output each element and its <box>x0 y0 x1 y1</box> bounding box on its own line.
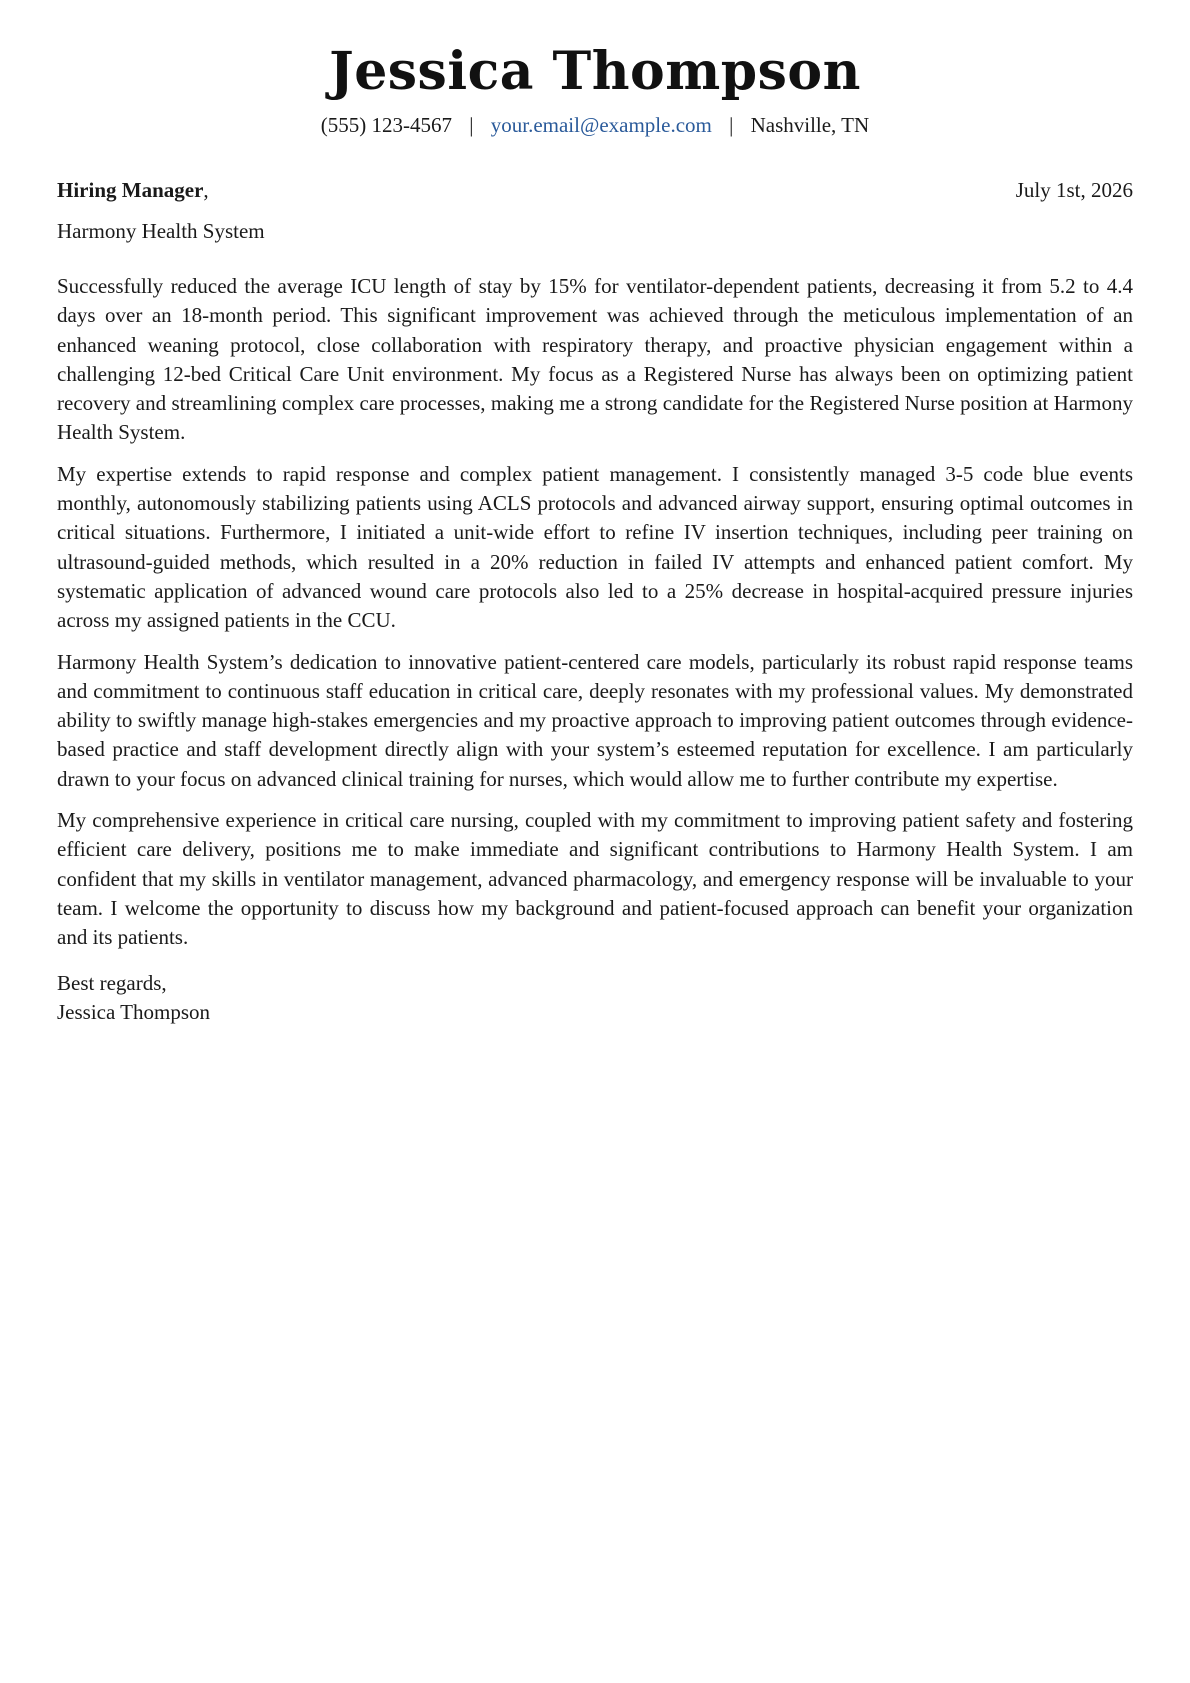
closing-salutation: Best regards, <box>57 970 167 995</box>
contact-separator: | <box>469 113 474 137</box>
location: Nashville, TN <box>750 113 870 137</box>
body-paragraph: My comprehensive experience in critical care nursing, coupled with my commitment to improving patient safety and fostering efficient care delivery, positions me to make immediate and significant contributions to Harmony Health System. I am confident that my skills in ventilator management, advanced pharmacology, and emergency response will be invaluable to your team. I welcome the opportunity to discuss how my background and patient-focused approach can benefit your organization and its patients. <box>57 808 1133 950</box>
applicant-name: Jessica Thompson <box>329 41 861 102</box>
contact-line <box>57 112 1133 138</box>
phone-number: (555) 123-4567 <box>320 113 453 137</box>
letter-body <box>57 272 1133 953</box>
signature-name: Jessica Thompson <box>57 999 211 1024</box>
email-link[interactable]: your.email@example.com <box>490 113 712 137</box>
letter-closing <box>57 969 1133 1027</box>
body-paragraph: Harmony Health System’s dedication to innovative patient-centered care models, particularly its robust rapid response teams and commitment to continuous staff education in critical care, deeply resonates with my professional values. My demonstrated ability to swiftly manage high-stakes emergencies and my proactive approach to improving patient outcomes through evidence-based practice and staff development directly align with your system’s esteemed reputation for excellence. I am particularly drawn to your focus on advanced clinical training for nurses, which would allow me to further contribute my expertise. <box>57 649 1133 791</box>
body-paragraph: My expertise extends to rapid response and complex patient management. I consistently managed 3-5 code blue events monthly, autonomously stabilizing patients using ACLS protocols and advanced airway support, ensuring optimal outcomes in critical situations. Furthermore, I initiated a unit-wide effort to refine IV insertion techniques, including peer training on ultrasound-guided methods, which resulted in a 20% reduction in failed IV attempts and enhanced patient comfort. My systematic application of advanced wound care protocols also led to a 25% decrease in hospital-acquired pressure injuries across my assigned patients in the CCU. <box>57 461 1133 633</box>
recipient-date-row <box>57 177 1133 203</box>
letter-date: July 1st, 2026 <box>1015 178 1133 202</box>
body-paragraph: Successfully reduced the average ICU length of stay by 15% for ventilator-dependent patients, decreasing it from 5.2 to 4.4 days over an 18-month period. This significant improvement was achieved through the meticulous implementation of an enhanced weaning protocol, close collaboration with respiratory therapy, and proactive physician engagement within a challenging 12-bed Critical Care Unit environment. My focus as a Registered Nurse has always been on optimizing patient recovery and streamlining complex care processes, making me a strong candidate for the Registered Nurse position at Harmony Health System. <box>57 274 1133 445</box>
recipient-line <box>57 177 209 203</box>
recipient-company: Harmony Health System <box>57 219 265 243</box>
recipient-comma: , <box>203 178 209 202</box>
recipient-title: Hiring Manager <box>57 178 204 202</box>
contact-separator: | <box>729 113 734 137</box>
